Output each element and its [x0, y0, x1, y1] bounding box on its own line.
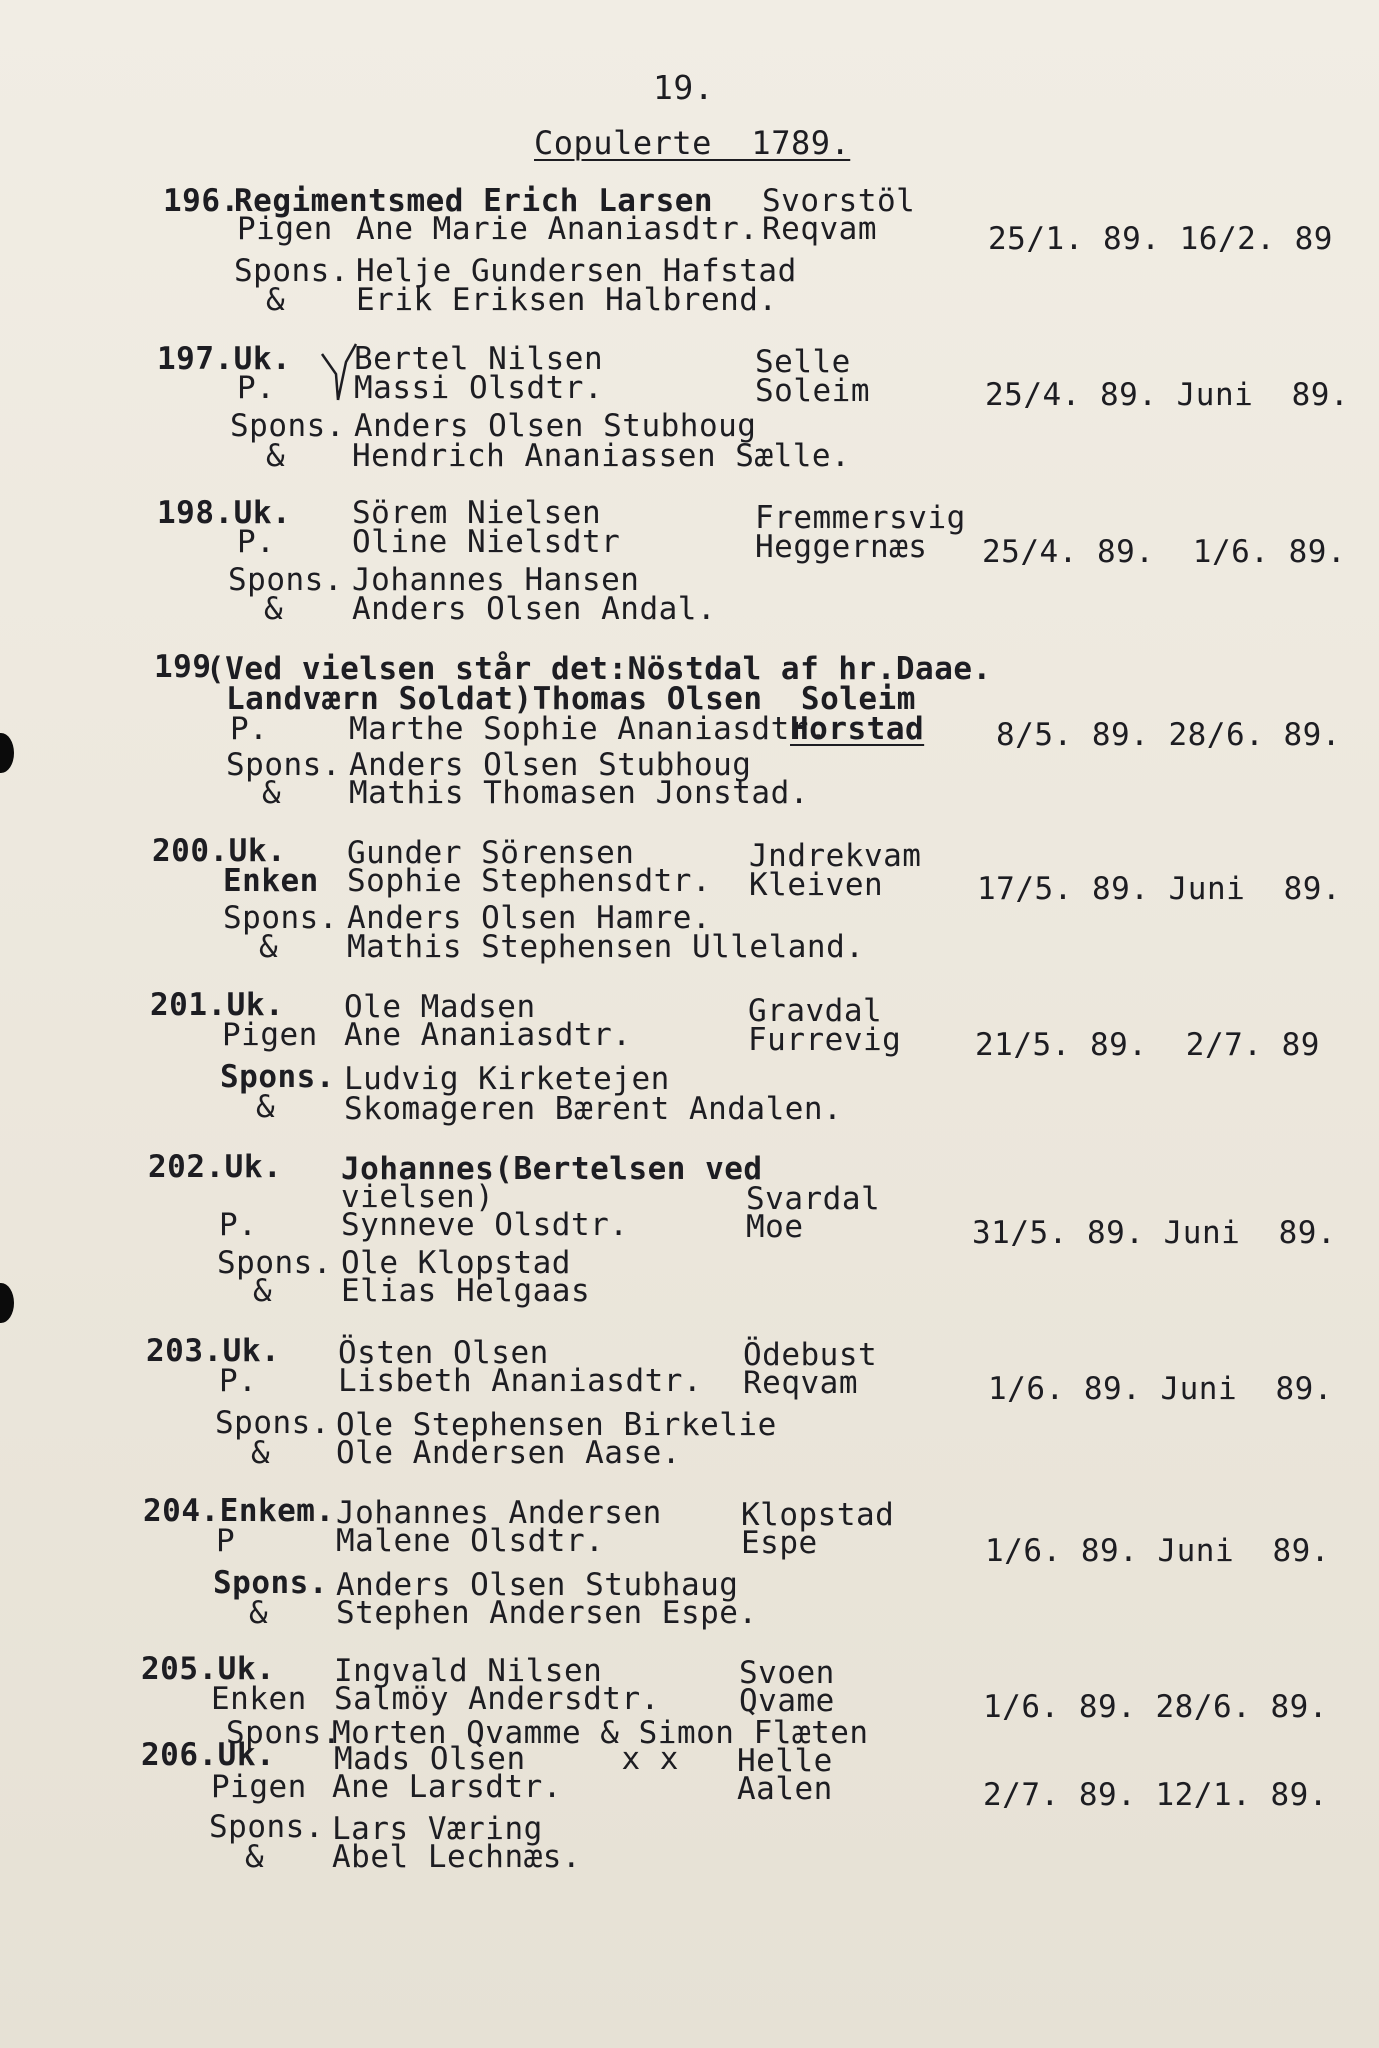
bride-name: Synneve Olsdtr.	[341, 1207, 629, 1243]
entry-number: 200.Uk.	[152, 833, 287, 869]
sponsors-label: Spons.	[209, 1809, 324, 1845]
dates: 25/4. 89. 1/6. 89.	[982, 534, 1347, 570]
bride-place: Moe	[746, 1209, 804, 1245]
entry-number: 199	[154, 649, 212, 685]
groom-name: Ingvald Nilsen	[334, 1653, 603, 1689]
entry-number: 196.	[163, 183, 240, 219]
groom-line: Landværn Soldat)Thomas Olsen Soleim	[226, 681, 916, 717]
dates: 8/5. 89. 28/6. 89.	[996, 717, 1341, 753]
ampersand: &	[262, 775, 282, 811]
ampersand: &	[266, 438, 286, 474]
entry-number: 204.Enkem.	[143, 1493, 335, 1529]
groom-name: Johannes(Bertelsen ved	[341, 1151, 763, 1187]
sponsor-1: Johannes Hansen	[352, 562, 640, 598]
sponsor-1: Ole Stephensen Birkelie	[336, 1407, 777, 1443]
sponsor-2: Ole Andersen Aase.	[336, 1435, 681, 1471]
sponsor-2: Abel Lechnæs.	[332, 1839, 582, 1875]
sponsor-1: Ole Klopstad	[341, 1245, 571, 1281]
groom-place: Gravdal	[748, 993, 883, 1029]
bride-place: Kleiven	[749, 867, 884, 903]
sponsors-label: Spons.	[213, 1565, 328, 1601]
bride-label: Pigen	[211, 1769, 307, 1805]
bride-name: Ane Larsdtr.	[332, 1769, 562, 1805]
bride-label: P.	[230, 711, 269, 747]
entry-number: 201.Uk.	[150, 987, 285, 1023]
groom-place: Klopstad	[741, 1497, 895, 1533]
ampersand: &	[266, 282, 286, 318]
dates: 21/5. 89. 2/7. 89	[975, 1027, 1320, 1063]
dates: 2/7. 89. 12/1. 89.	[983, 1777, 1328, 1813]
dates: 1/6. 89. Juni 89.	[985, 1533, 1330, 1569]
bride-name: Oline Nielsdtr	[352, 524, 621, 560]
bride-place: Reqvam	[762, 211, 877, 247]
bride-place: Soleim	[755, 373, 870, 409]
ampersand: &	[251, 1435, 271, 1471]
dates: 1/6. 89. Juni 89.	[988, 1371, 1333, 1407]
entry-number: 198.Uk.	[157, 495, 292, 531]
sponsors-label: Spons.	[220, 1059, 335, 1095]
bride-name: Ane Ananiasdtr.	[344, 1017, 632, 1053]
bride-place: Heggernæs	[755, 529, 928, 565]
sponsor-1: Anders Olsen Hamre.	[347, 900, 712, 936]
groom-name: Johannes Andersen	[336, 1495, 662, 1531]
groom-place: Selle	[755, 344, 851, 380]
sponsor-2: Erik Eriksen Halbrend.	[356, 282, 778, 318]
groom-name: Mads Olsen x x	[334, 1741, 679, 1777]
sponsor-2: Hendrich Ananiassen Sælle.	[352, 438, 851, 474]
sponsors-label: Spons.	[230, 408, 345, 444]
entry-number: 206.Uk.	[141, 1737, 276, 1773]
sponsors-label: Spons.	[226, 1715, 341, 1751]
marriage-note: (Ved vielsen står det:Nöstdal af hr.Daae.	[206, 651, 992, 687]
sponsor-1: Anders Olsen Stubhoug	[354, 408, 757, 444]
groom-place: Fremmersvig	[755, 500, 966, 536]
groom-name: Ole Madsen	[344, 989, 536, 1025]
groom-name: Sörem Nielsen	[352, 495, 602, 531]
sponsor-1: Helje Gundersen Hafstad	[356, 253, 797, 289]
ampersand: &	[256, 1089, 276, 1125]
entry-number: 202.Uk.	[148, 1149, 283, 1185]
bride-name: Marthe Sophie Ananiasdtr.	[349, 711, 829, 747]
dates: 25/1. 89. 16/2. 89	[988, 221, 1333, 257]
sponsors-label: Spons.	[217, 1245, 332, 1281]
sponsor-2: Elias Helgaas	[341, 1273, 591, 1309]
bride-place: Aalen	[737, 1771, 833, 1807]
bride-label: P.	[219, 1207, 258, 1243]
sponsors-label: Spons.	[215, 1405, 330, 1441]
bride-label: Enken	[211, 1681, 307, 1717]
groom-place: Ödebust	[743, 1337, 878, 1373]
ampersand: &	[264, 591, 284, 627]
sponsor-1: Anders Olsen Stubhaug	[336, 1567, 739, 1603]
bride-label: P.	[237, 370, 276, 406]
bride-label: Pigen	[222, 1017, 318, 1053]
sponsor-2: Anders Olsen Andal.	[352, 591, 717, 627]
punch-hole-bottom	[0, 1283, 14, 1323]
page-title: Copulerte 1789.	[534, 124, 851, 162]
ampersand: &	[245, 1839, 265, 1875]
entry-number: 203.Uk.	[146, 1333, 281, 1369]
bride-place: Horstad	[790, 711, 925, 747]
groom-place: Svorstöl	[762, 183, 916, 219]
sponsor-2: Stephen Andersen Espe.	[336, 1595, 758, 1631]
bride-place: Reqvam	[743, 1365, 858, 1401]
groom-place: Svardal	[746, 1181, 881, 1217]
entry-number: 197.Uk.	[157, 341, 292, 377]
sponsors-names: Morten Qvamme & Simon Flæten	[332, 1715, 869, 1751]
dates: 25/4. 89. Juni 89.	[985, 377, 1350, 413]
groom-name-cont: vielsen)	[341, 1179, 495, 1215]
groom-place: Helle	[737, 1743, 833, 1779]
ampersand: &	[253, 1273, 273, 1309]
bride-name: Lisbeth Ananiasdtr.	[338, 1363, 703, 1399]
groom-name: Regimentsmed Erich Larsen	[234, 183, 714, 219]
dates: 31/5. 89. Juni 89.	[972, 1215, 1337, 1251]
groom-name: Gunder Sörensen	[347, 835, 635, 871]
sponsor-1: Anders Olsen Stubhoug	[349, 747, 752, 783]
dates: 1/6. 89. 28/6. 89.	[983, 1689, 1328, 1725]
bride-label: P.	[237, 524, 276, 560]
sponsor-2: Skomageren Bærent Andalen.	[344, 1091, 843, 1127]
bride-label: P	[216, 1523, 236, 1559]
ampersand: &	[249, 1595, 269, 1631]
bride-name: Malene Olsdtr.	[336, 1523, 605, 1559]
bride-place: Qvame	[739, 1683, 835, 1719]
bride-place: Furrevig	[748, 1022, 902, 1058]
bride-place: Espe	[741, 1525, 818, 1561]
page-number: 19.	[653, 68, 715, 107]
bride-name: Sophie Stephensdtr.	[347, 863, 712, 899]
bride-name: Ane Marie Ananiasdtr.	[356, 211, 759, 247]
bride-label: Enken	[223, 863, 319, 899]
sponsors-label: Spons.	[228, 562, 343, 598]
bride-name: Massi Olsdtr.	[354, 370, 604, 406]
sponsors-label: Spons.	[223, 900, 338, 936]
ampersand: &	[259, 929, 279, 965]
bride-label: P.	[219, 1363, 258, 1399]
sponsor-1: Ludvig Kirketejen	[344, 1061, 670, 1097]
punch-hole-top	[0, 733, 14, 773]
entry-number: 205.Uk.	[141, 1651, 276, 1687]
bride-name: Salmöy Andersdtr.	[334, 1681, 660, 1717]
dates: 17/5. 89. Juni 89.	[977, 871, 1342, 907]
sponsors-label: Spons.	[234, 253, 349, 289]
sponsor-1: Lars Væring	[332, 1811, 543, 1847]
sponsor-2: Mathis Stephensen Ulleland.	[347, 929, 865, 965]
groom-name: Bertel Nilsen	[354, 341, 604, 377]
groom-place: Svoen	[739, 1655, 835, 1691]
sponsor-2: Mathis Thomasen Jonstad.	[349, 775, 809, 811]
sponsors-label: Spons.	[226, 747, 341, 783]
groom-name: Östen Olsen	[338, 1335, 549, 1371]
bride-label: Pigen	[237, 211, 333, 247]
groom-place: Jndrekvam	[749, 838, 922, 874]
